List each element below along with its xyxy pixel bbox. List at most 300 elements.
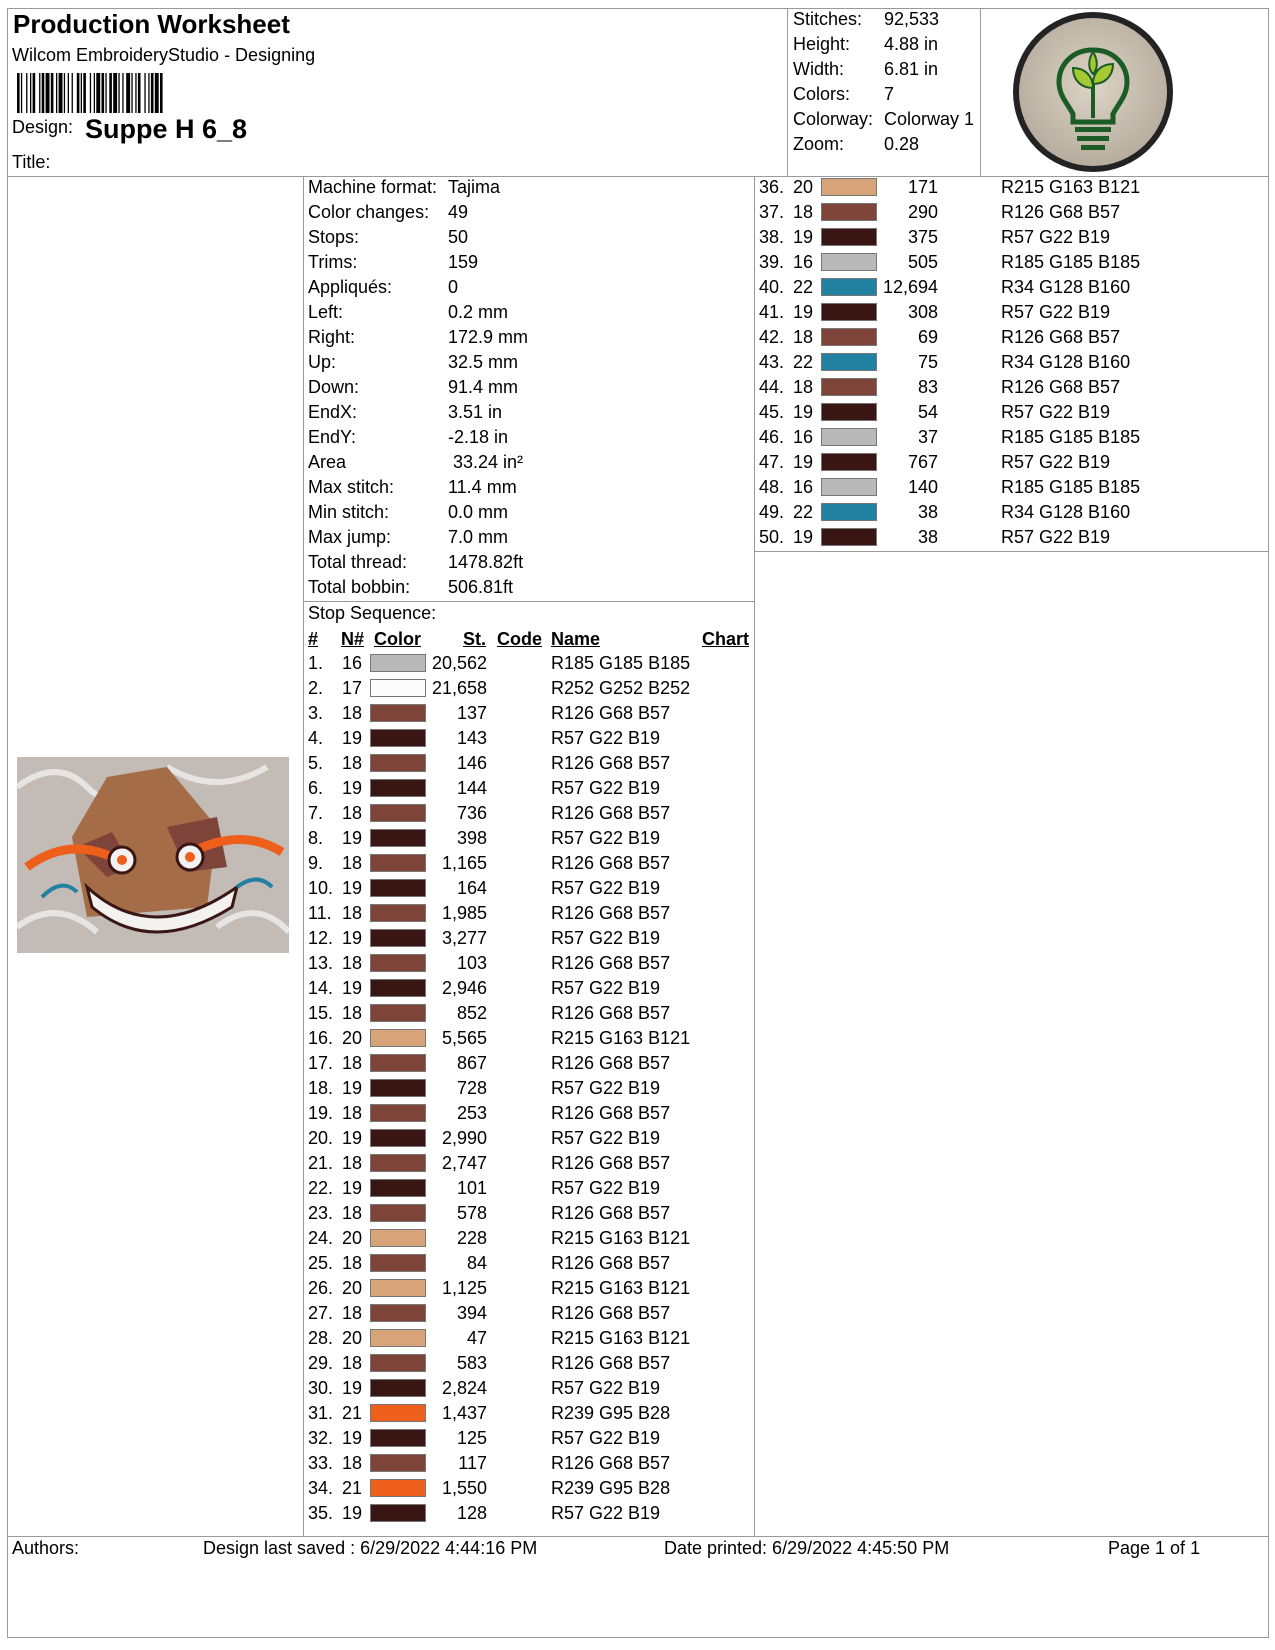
needle-number: 19: [342, 1178, 363, 1198]
thread-name: R126 G68 B57: [551, 1453, 671, 1473]
stop-row: [0, 1450, 1275, 1476]
stitch-count: 69: [917, 327, 938, 347]
stop-row: [0, 524, 1275, 550]
color-swatch: [370, 754, 426, 772]
thread-name: R57 G22 B19: [551, 828, 661, 848]
thread-name: R126 G68 B57: [551, 1203, 671, 1223]
machine-info-value: 0: [448, 277, 459, 297]
stop-index: 21.: [308, 1153, 334, 1173]
stitch-count: 144: [456, 778, 487, 798]
stop-index: 45.: [759, 402, 785, 422]
machine-info-label: Appliqués:: [308, 277, 393, 297]
stitch-count: 83: [917, 377, 938, 397]
lightbulb-sprout-icon: [1011, 10, 1176, 175]
stop-row: [0, 875, 1275, 901]
stitch-count: 375: [907, 227, 938, 247]
stop-row: [0, 1275, 1275, 1301]
color-swatch: [370, 1029, 426, 1047]
thread-name: R34 G128 B160: [1001, 502, 1131, 522]
stop-index: 43.: [759, 352, 785, 372]
needle-number: 19: [793, 402, 814, 422]
thread-name: R57 G22 B19: [551, 978, 661, 998]
color-swatch: [370, 1304, 426, 1322]
color-swatch: [370, 1004, 426, 1022]
machine-info-label: Machine format:: [308, 177, 438, 197]
thread-name: R126 G68 B57: [1001, 327, 1121, 347]
machine-info-label: Max stitch:: [308, 477, 395, 497]
color-swatch: [821, 478, 877, 496]
stop-index: 4.: [308, 728, 324, 748]
color-swatch: [821, 503, 877, 521]
machine-info-value: 3.51 in: [448, 402, 503, 422]
color-swatch: [370, 1079, 426, 1097]
machine-info-label: Color changes:: [308, 202, 430, 222]
stop-index: 20.: [308, 1128, 334, 1148]
stitch-count: 164: [456, 878, 487, 898]
color-swatch: [370, 704, 426, 722]
color-swatch: [370, 1454, 426, 1472]
stop-row: [0, 1250, 1275, 1276]
thread-name: R57 G22 B19: [551, 1428, 661, 1448]
needle-number: 18: [342, 1253, 363, 1273]
color-swatch: [370, 954, 426, 972]
stitch-count: 84: [466, 1253, 487, 1273]
stop-index: 28.: [308, 1328, 334, 1348]
stop-index: 31.: [308, 1403, 334, 1423]
color-swatch: [370, 1504, 426, 1522]
stitch-count: 3,277: [441, 928, 487, 948]
footer-page: Page 1 of 1: [1108, 1538, 1201, 1558]
stitch-count: 1,165: [441, 853, 487, 873]
stop-index: 18.: [308, 1078, 334, 1098]
stitch-count: 1,125: [441, 1278, 487, 1298]
thread-name: R126 G68 B57: [551, 903, 671, 923]
color-swatch: [821, 278, 877, 296]
needle-number: 19: [793, 302, 814, 322]
stop-index: 12.: [308, 928, 334, 948]
stop-row: [0, 750, 1275, 776]
stop-index: 32.: [308, 1428, 334, 1448]
thread-name: R185 G185 B185: [1001, 477, 1141, 497]
stitch-count: 12,694: [882, 277, 938, 297]
stop-index: 17.: [308, 1053, 334, 1073]
needle-number: 18: [342, 953, 363, 973]
stop-index: 30.: [308, 1378, 334, 1398]
needle-number: 18: [342, 703, 363, 723]
needle-number: 19: [342, 828, 363, 848]
stitch-count: 290: [907, 202, 938, 222]
stop-row: [0, 900, 1275, 926]
needle-number: 18: [342, 753, 363, 773]
thread-name: R57 G22 B19: [551, 878, 661, 898]
stitch-count: 75: [917, 352, 938, 372]
stop-index: 5.: [308, 753, 324, 773]
stop-index: 19.: [308, 1103, 334, 1123]
color-swatch: [370, 1479, 426, 1497]
stop-index: 1.: [308, 653, 324, 673]
needle-number: 16: [793, 427, 814, 447]
stitch-count: 1,437: [441, 1403, 487, 1423]
stitch-count: 2,946: [441, 978, 487, 998]
col-code: Code: [497, 629, 542, 649]
needle-number: 16: [342, 653, 363, 673]
stitch-count: 47: [466, 1328, 487, 1348]
stop-row: [0, 1150, 1275, 1176]
machine-info-value: 11.4 mm: [448, 477, 517, 497]
thread-name: R57 G22 B19: [1001, 227, 1111, 247]
color-swatch: [370, 804, 426, 822]
needle-number: 18: [342, 1353, 363, 1373]
stitch-count: 37: [917, 427, 938, 447]
stop-row: [0, 174, 1275, 200]
stop-row: [0, 399, 1275, 425]
page-title: Production Worksheet: [13, 9, 290, 39]
stop-index: 48.: [759, 477, 785, 497]
needle-number: 19: [342, 878, 363, 898]
color-swatch: [370, 1154, 426, 1172]
stop-row: [0, 474, 1275, 500]
summary-label: Colors:: [793, 84, 851, 104]
stitch-count: 125: [456, 1428, 487, 1448]
stitch-count: 5,565: [441, 1028, 487, 1048]
stitch-count: 171: [907, 177, 938, 197]
needle-number: 21: [342, 1403, 363, 1423]
color-swatch: [370, 1229, 426, 1247]
stop-index: 14.: [308, 978, 334, 998]
stop-row: [0, 499, 1275, 525]
stop-index: 50.: [759, 527, 785, 547]
stop-row: [0, 800, 1275, 826]
stop-index: 3.: [308, 703, 324, 723]
needle-number: 18: [342, 853, 363, 873]
needle-number: 19: [342, 1378, 363, 1398]
stop-index: 46.: [759, 427, 785, 447]
thread-name: R215 G163 B121: [1001, 177, 1141, 197]
design-name: Suppe H 6_8: [85, 114, 248, 144]
stop-row: [0, 1350, 1275, 1376]
machine-info-label: Right:: [308, 327, 356, 347]
needle-number: 18: [342, 1003, 363, 1023]
needle-number: 17: [342, 678, 363, 698]
needle-number: 18: [342, 1053, 363, 1073]
stop-index: 2.: [308, 678, 324, 698]
machine-info-value: 33.24 in²: [448, 452, 524, 472]
app-subtitle: Wilcom EmbroideryStudio - Designing: [12, 45, 316, 65]
color-swatch: [821, 303, 877, 321]
machine-info-value: 159: [448, 252, 479, 272]
stitch-count: 2,824: [441, 1378, 487, 1398]
color-swatch: [370, 1379, 426, 1397]
needle-number: 18: [342, 1453, 363, 1473]
stitch-count: 394: [456, 1303, 487, 1323]
needle-number: 18: [342, 1203, 363, 1223]
stop-index: 33.: [308, 1453, 334, 1473]
thread-name: R126 G68 B57: [551, 1353, 671, 1373]
machine-info-label: Total thread:: [308, 552, 408, 572]
machine-info-label: Max jump:: [308, 527, 392, 547]
stop-index: 9.: [308, 853, 324, 873]
needle-number: 18: [342, 903, 363, 923]
needle-number: 19: [793, 227, 814, 247]
stop-row: [0, 950, 1275, 976]
thread-name: R126 G68 B57: [551, 1153, 671, 1173]
needle-number: 19: [342, 978, 363, 998]
machine-info-label: Trims:: [308, 252, 358, 272]
stop-row: [0, 1200, 1275, 1226]
stop-row: [0, 274, 1275, 300]
footer-divider: [7, 1536, 1269, 1537]
stop-index: 35.: [308, 1503, 334, 1523]
stop-index: 16.: [308, 1028, 334, 1048]
stop-row: [0, 1050, 1275, 1076]
thread-name: R126 G68 B57: [1001, 377, 1121, 397]
stop-row: [0, 199, 1275, 225]
color-swatch: [370, 829, 426, 847]
thread-name: R215 G163 B121: [551, 1028, 691, 1048]
thread-name: R57 G22 B19: [551, 1128, 661, 1148]
stitch-count: 140: [907, 477, 938, 497]
summary-label: Width:: [793, 59, 845, 79]
stop-index: 22.: [308, 1178, 334, 1198]
stop-row: [0, 1300, 1275, 1326]
needle-number: 18: [342, 1153, 363, 1173]
needle-number: 22: [793, 277, 814, 297]
stitch-count: 852: [456, 1003, 487, 1023]
stitch-count: 54: [917, 402, 938, 422]
color-swatch: [821, 378, 877, 396]
color-swatch: [370, 1429, 426, 1447]
stitch-count: 728: [456, 1078, 487, 1098]
stitch-count: 143: [456, 728, 487, 748]
stop-index: 23.: [308, 1203, 334, 1223]
stop-row: [0, 975, 1275, 1001]
stop-index: 11.: [308, 903, 332, 923]
stop-index: 26.: [308, 1278, 334, 1298]
stop-index: 39.: [759, 252, 785, 272]
color-swatch: [370, 979, 426, 997]
color-swatch: [821, 528, 877, 546]
stop-index: 13.: [308, 953, 334, 973]
machine-info-value: 506.81ft: [448, 577, 514, 597]
color-swatch: [370, 729, 426, 747]
stitch-count: 128: [456, 1503, 487, 1523]
thread-name: R126 G68 B57: [551, 1003, 671, 1023]
stop-index: 6.: [308, 778, 324, 798]
color-swatch: [370, 779, 426, 797]
stop-row: [0, 825, 1275, 851]
needle-number: 19: [793, 452, 814, 472]
color-swatch: [370, 1204, 426, 1222]
stop-row: [0, 1175, 1275, 1201]
thread-name: R252 G252 B252: [551, 678, 691, 698]
stop-index: 36.: [759, 177, 785, 197]
needle-number: 19: [342, 1428, 363, 1448]
machine-info-label: Min stitch:: [308, 502, 390, 522]
needle-number: 20: [342, 1228, 363, 1248]
stop-index: 37.: [759, 202, 785, 222]
stop-sequence-title: Stop Sequence:: [308, 603, 437, 623]
needle-number: 18: [342, 803, 363, 823]
machine-info-label: EndX:: [308, 402, 358, 422]
thread-name: R57 G22 B19: [551, 778, 661, 798]
color-swatch: [370, 1254, 426, 1272]
machine-info-value: 0.0 mm: [448, 502, 509, 522]
machine-info-value: -2.18 in: [448, 427, 509, 447]
stop-row: [0, 1100, 1275, 1126]
needle-number: 21: [342, 1478, 363, 1498]
thread-name: R57 G22 B19: [1001, 452, 1111, 472]
machine-info-label: Total bobbin:: [308, 577, 411, 597]
stop-index: 24.: [308, 1228, 334, 1248]
stitch-count: 228: [456, 1228, 487, 1248]
stop-index: 42.: [759, 327, 785, 347]
stop-row: [0, 1400, 1275, 1426]
machine-info-value: 50: [448, 227, 469, 247]
needle-number: 18: [342, 1103, 363, 1123]
needle-number: 22: [793, 352, 814, 372]
footer-printed: Date printed: 6/29/2022 4:45:50 PM: [664, 1538, 950, 1558]
machine-info-label: Left:: [308, 302, 344, 322]
machine-info-value: 91.4 mm: [448, 377, 519, 397]
color-swatch: [370, 1329, 426, 1347]
summary-label: Zoom:: [793, 134, 845, 154]
stop-row: [0, 324, 1275, 350]
col-stitches: St.: [463, 629, 487, 649]
stop-index: 44.: [759, 377, 785, 397]
title-label: Title:: [12, 152, 51, 172]
needle-number: 16: [793, 252, 814, 272]
stop-row: [0, 925, 1275, 951]
design-logo: [1011, 10, 1176, 175]
stop-index: 34.: [308, 1478, 334, 1498]
needle-number: 16: [793, 477, 814, 497]
thread-name: R126 G68 B57: [551, 1053, 671, 1073]
color-swatch: [370, 904, 426, 922]
thread-name: R57 G22 B19: [1001, 402, 1111, 422]
thread-name: R126 G68 B57: [551, 1253, 671, 1273]
needle-number: 18: [342, 1303, 363, 1323]
machine-info-label: Area: [308, 452, 347, 472]
thread-name: R126 G68 B57: [551, 1103, 671, 1123]
color-swatch: [370, 1104, 426, 1122]
summary-label: Colorway:: [793, 109, 874, 129]
thread-name: R57 G22 B19: [551, 1378, 661, 1398]
machine-info-value: 0.2 mm: [448, 302, 509, 322]
needle-number: 19: [342, 928, 363, 948]
stop-index: 29.: [308, 1353, 334, 1373]
thread-name: R239 G95 B28: [551, 1478, 671, 1498]
stitch-count: 117: [458, 1453, 487, 1473]
stitch-count: 398: [456, 828, 487, 848]
stop-row: [0, 349, 1275, 375]
needle-number: 19: [342, 1503, 363, 1523]
stop-index: 40.: [759, 277, 785, 297]
stitch-count: 21,658: [431, 678, 487, 698]
stop-row: [0, 775, 1275, 801]
color-swatch: [370, 1404, 426, 1422]
footer-saved: Design last saved : 6/29/2022 4:44:16 PM: [203, 1538, 538, 1558]
color-swatch: [370, 1179, 426, 1197]
needle-number: 19: [342, 1128, 363, 1148]
machine-info-label: Up:: [308, 352, 337, 372]
stitch-count: 578: [456, 1203, 487, 1223]
col-index: #: [308, 629, 319, 649]
thread-name: R34 G128 B160: [1001, 277, 1131, 297]
stitch-count: 767: [907, 452, 938, 472]
needle-number: 20: [342, 1028, 363, 1048]
stitch-count: 2,990: [441, 1128, 487, 1148]
continued-divider: [754, 551, 1269, 552]
color-swatch: [821, 428, 877, 446]
needle-number: 18: [793, 377, 814, 397]
stop-index: 41.: [759, 302, 785, 322]
footer-authors: Authors:: [12, 1538, 80, 1558]
machine-info-value: 32.5 mm: [448, 352, 519, 372]
summary-label: Stitches:: [793, 9, 863, 29]
stitch-count: 20,562: [431, 653, 487, 673]
logo-divider: [980, 8, 981, 176]
design-label: Design:: [12, 117, 74, 137]
color-swatch: [821, 403, 877, 421]
color-swatch: [370, 654, 426, 672]
stop-row: [0, 374, 1275, 400]
needle-number: 20: [793, 177, 814, 197]
thread-name: R126 G68 B57: [1001, 202, 1121, 222]
machine-info-value: 49: [448, 202, 469, 222]
color-swatch: [370, 929, 426, 947]
stop-row: [0, 1225, 1275, 1251]
stitch-count: 1,985: [441, 903, 487, 923]
thread-name: R126 G68 B57: [551, 853, 671, 873]
machine-info-label: EndY:: [308, 427, 357, 447]
needle-number: 20: [342, 1278, 363, 1298]
color-swatch: [821, 228, 877, 246]
machine-info-value: 172.9 mm: [448, 327, 529, 347]
thread-name: R126 G68 B57: [551, 1303, 671, 1323]
needle-number: 19: [342, 728, 363, 748]
stop-index: 49.: [759, 502, 785, 522]
stop-row: [0, 1025, 1275, 1051]
machine-info-value: 1478.82ft: [448, 552, 524, 572]
color-swatch: [370, 679, 426, 697]
barcode: [17, 73, 283, 113]
stop-row: [0, 725, 1275, 751]
needle-number: 22: [793, 502, 814, 522]
stop-row: [0, 1425, 1275, 1451]
thread-name: R185 G185 B185: [1001, 252, 1141, 272]
summary-value: 4.88 in: [884, 34, 939, 54]
color-swatch: [821, 203, 877, 221]
color-swatch: [370, 1354, 426, 1372]
thread-name: R126 G68 B57: [551, 953, 671, 973]
thread-name: R215 G163 B121: [551, 1328, 691, 1348]
color-swatch: [821, 328, 877, 346]
stop-row: [0, 1125, 1275, 1151]
stop-index: 27.: [308, 1303, 334, 1323]
needle-number: 19: [793, 527, 814, 547]
stop-index: 7.: [308, 803, 324, 823]
machine-info-value: Tajima: [448, 177, 501, 197]
color-swatch: [370, 1054, 426, 1072]
stop-row: [0, 1000, 1275, 1026]
thread-name: R215 G163 B121: [551, 1228, 691, 1248]
thread-name: R185 G185 B185: [1001, 427, 1141, 447]
col-name: Name: [551, 629, 601, 649]
stop-index: 47.: [759, 452, 785, 472]
stop-row: [0, 424, 1275, 450]
stitch-count: 867: [456, 1053, 487, 1073]
needle-number: 18: [793, 202, 814, 222]
